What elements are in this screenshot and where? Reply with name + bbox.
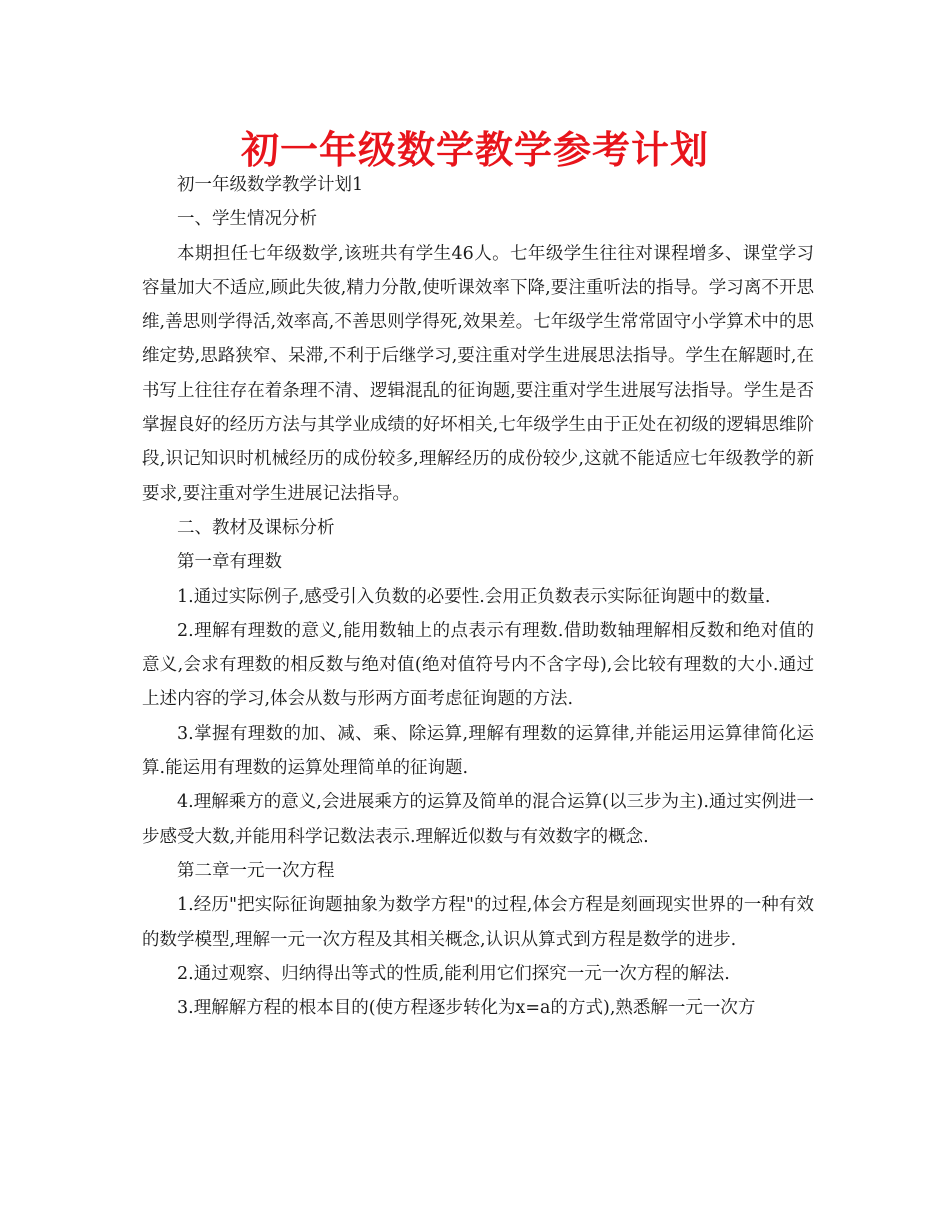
- plan-heading: 初一年级数学教学计划1: [177, 175, 364, 195]
- chapter2-item-2: 2.通过观察、归纳得出等式的性质,能利用它们探究一元一次方程的解法.: [177, 963, 730, 984]
- chapter2-item-3: 3.理解解方程的根本目的(使方程逐步转化为x=a的方式),熟悉解一元一次方: [177, 998, 756, 1019]
- document-title: 初一年级数学教学参考计划: [240, 128, 709, 172]
- chapter1-item-3: 3.掌握有理数的加、减、乘、除运算,理解有理数的运算律,并能运用运算律简化运算.能运用有理数的运算处理简单的征询题.: [142, 723, 814, 779]
- chapter1-item-1: 1.通过实际例子,感受引入负数的必要性.会用正负数表示实际征询题中的数量.: [177, 586, 771, 607]
- chapter1-item-2: 2.理解有理数的意义,能用数轴上的点表示有理数.借助数轴理解相反数和绝对值的意义,会求有理数的相反数与绝对值(绝对值符号内不含字母),会比较有理数的大小.通过上述内容的学习,体会从数与形两方面考虑征询题的方法.: [142, 620, 814, 710]
- section-heading-student-analysis: 一、学生情况分析: [177, 209, 317, 230]
- section-heading-textbook-analysis: 二、教材及课标分析: [177, 517, 335, 538]
- chapter2-item-1: 1.经历"把实际征询题抽象为数学方程"的过程,体会方程是刻画现实世界的一种有效的数学模型,理解一元一次方程及其相关概念,认识从算式到方程是数学的进步.: [142, 895, 814, 950]
- document-body: [142, 168, 814, 1025]
- chapter-heading-1: 第一章有理数: [177, 552, 282, 573]
- chapter1-item-4: 4.理解乘方的意义,会进展乘方的运算及简单的混合运算(以三步为主).通过实例进一步感受大数,并能用科学记数法表示.理解近似数与有效数字的概念.: [142, 792, 814, 847]
- body-paragraph-student-analysis: 本期担任七年级数学,该班共有学生46人。七年级学生往往对课程增多、课堂学习容量加大不适应,顾此失彼,精力分散,使听课效率下降,要注重听法的指导。学习离不开思维,善思则学得活,效率高,不善思则学得死,效果差。七年级学生常常固守小学算术中的思维定势,思路狭窄、呆滞,不利于后继学习,要注重对学生进展思法指导。学生在解题时,在书写上往往存在着条理不清、逻辑混乱的征询题,要注重对学生进展写法指导。学生是否掌握良好的经历方法与其学业成绩的好坏相关,七年级学生由于正处在初级的逻辑思维阶段,识记知识时机械经历的成份较多,理解经历的成份较少,这就不能适应七年级教学的新要求,要注重对学生进展记法指导。: [142, 243, 814, 504]
- chapter-heading-2: 第二章一元一次方程: [177, 860, 335, 881]
